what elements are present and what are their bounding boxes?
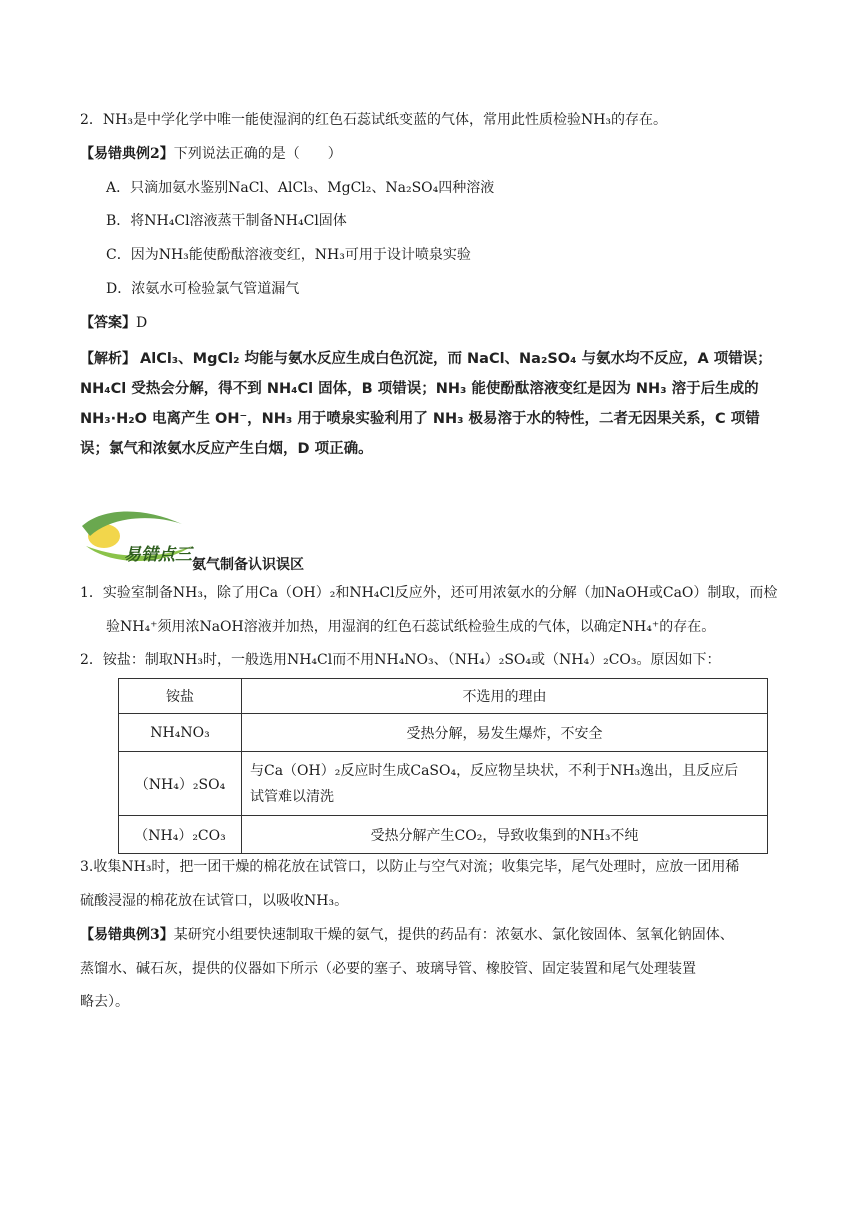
table-header-reason: 不选用的理由 [242, 679, 768, 714]
table-header-row [119, 679, 768, 714]
section3-point-2: 2．铵盐：制取NH₃时，一般选用NH₄Cl而不用NH₄NO₃、（NH₄）₂SO₄或（NH₄）₂CO₃。原因如下： [80, 652, 721, 668]
analysis-block-rest [80, 374, 800, 464]
example-2-question: 下列说法正确的是（ ） [173, 146, 342, 162]
table-row [119, 714, 768, 752]
analysis-tag: 【解析】 [80, 351, 136, 367]
example-2-tag: 【易错典例2】 [80, 146, 174, 162]
table-header-salt: 铵盐 [119, 679, 242, 714]
point-2-text: 2．NH₃是中学化学中唯一能使湿润的红色石蕊试纸变蓝的气体，常用此性质检验NH₃的存在。 [80, 112, 668, 128]
table-cell-salt: （NH₄）₂SO₄ [119, 752, 242, 816]
option-a: A．只滴加氨水鉴别NaCl、AlCl₃、MgCl₂、Na₂SO₄四种溶液 [106, 180, 495, 196]
answer-line [80, 313, 147, 333]
answer-value: D [136, 315, 148, 331]
option-c: C．因为NH₃能使酚酞溶液变红，NH₃可用于设计喷泉实验 [106, 247, 471, 263]
table-cell-salt: NH₄NO₃ [119, 714, 242, 752]
analysis-block [140, 344, 790, 374]
analysis-line-4: 误；氯气和浓氨水反应产生白烟，D 项正确。 [80, 441, 373, 457]
table-row [119, 816, 768, 854]
analysis-line-1: AlCl₃、MgCl₂ 均能与氨水反应生成白色沉淀，而 NaCl、Na₂SO₄ 与氨水均不反应，A 项错误； [140, 351, 772, 367]
ammonium-salt-table [118, 678, 768, 854]
example-3-line-c: 略去）。 [80, 994, 129, 1010]
example-3-tag: 【易错典例3】 [80, 927, 174, 943]
example-3-line-b: 蒸馏水、碱石灰，提供的仪器如下所示（必要的塞子、玻璃导管、橡胶管、固定装置和尾气处理装置 [80, 961, 696, 977]
option-b: B．将NH₄Cl溶液蒸干制备NH₄Cl固体 [106, 213, 347, 229]
table-row [119, 752, 768, 816]
table-cell-reason: 受热分解，易发生爆炸，不安全 [242, 714, 768, 752]
section3-point-1b: 验NH₄⁺须用浓NaOH溶液并加热，用湿润的红色石蕊试纸检验生成的气体，以确定NH₄⁺的存在。 [106, 619, 716, 635]
example-3-line-a [80, 925, 734, 945]
example-2-heading [80, 144, 342, 164]
section-title: 氨气制备认识误区 [192, 557, 304, 573]
section3-point-1a: 1．实验室制备NH₃，除了用Ca（OH）₂和NH₄Cl反应外，还可用浓氨水的分解（加NaOH或CaO）制取，而检 [80, 585, 778, 601]
table-cell-salt: （NH₄）₂CO₃ [119, 816, 242, 854]
analysis-line-2: NH₄Cl 受热会分解，得不到 NH₄Cl 固体，B 项错误；NH₃ 能使酚酞溶液变红是因为 NH₃ 溶于后生成的 [80, 381, 759, 397]
answer-tag: 【答案】 [80, 315, 136, 331]
section3-point-3a: 3.收集NH₃时，把一团干燥的棉花放在试管口，以防止与空气对流；收集完毕，尾气处理时，应放一团用稀 [80, 859, 740, 875]
banner-label: 易错点三 [124, 545, 192, 565]
table-cell-reason [242, 752, 768, 816]
option-d: D．浓氨水可检验氯气管道漏气 [106, 281, 300, 297]
section3-point-3b: 硫酸浸湿的棉花放在试管口，以吸收NH₃。 [80, 893, 349, 909]
reason-line-b: 试管难以清洗 [250, 788, 334, 805]
reason-line-a: 与Ca（OH）₂反应时生成CaSO₄，反应物呈块状，不利于NH₃逸出，且反应后 [250, 762, 739, 779]
analysis-line-3: NH₃·H₂O 电离产生 OH⁻，NH₃ 用于喷泉实验利用了 NH₃ 极易溶于水的特性，二者无因果关系，C 项错 [80, 411, 760, 427]
table-cell-reason: 受热分解产生CO₂，导致收集到的NH₃不纯 [242, 816, 768, 854]
example-3-text-a: 某研究小组要快速制取干燥的氨气，提供的药品有：浓氨水、氯化铵固体、氢氧化钠固体、 [173, 927, 734, 943]
